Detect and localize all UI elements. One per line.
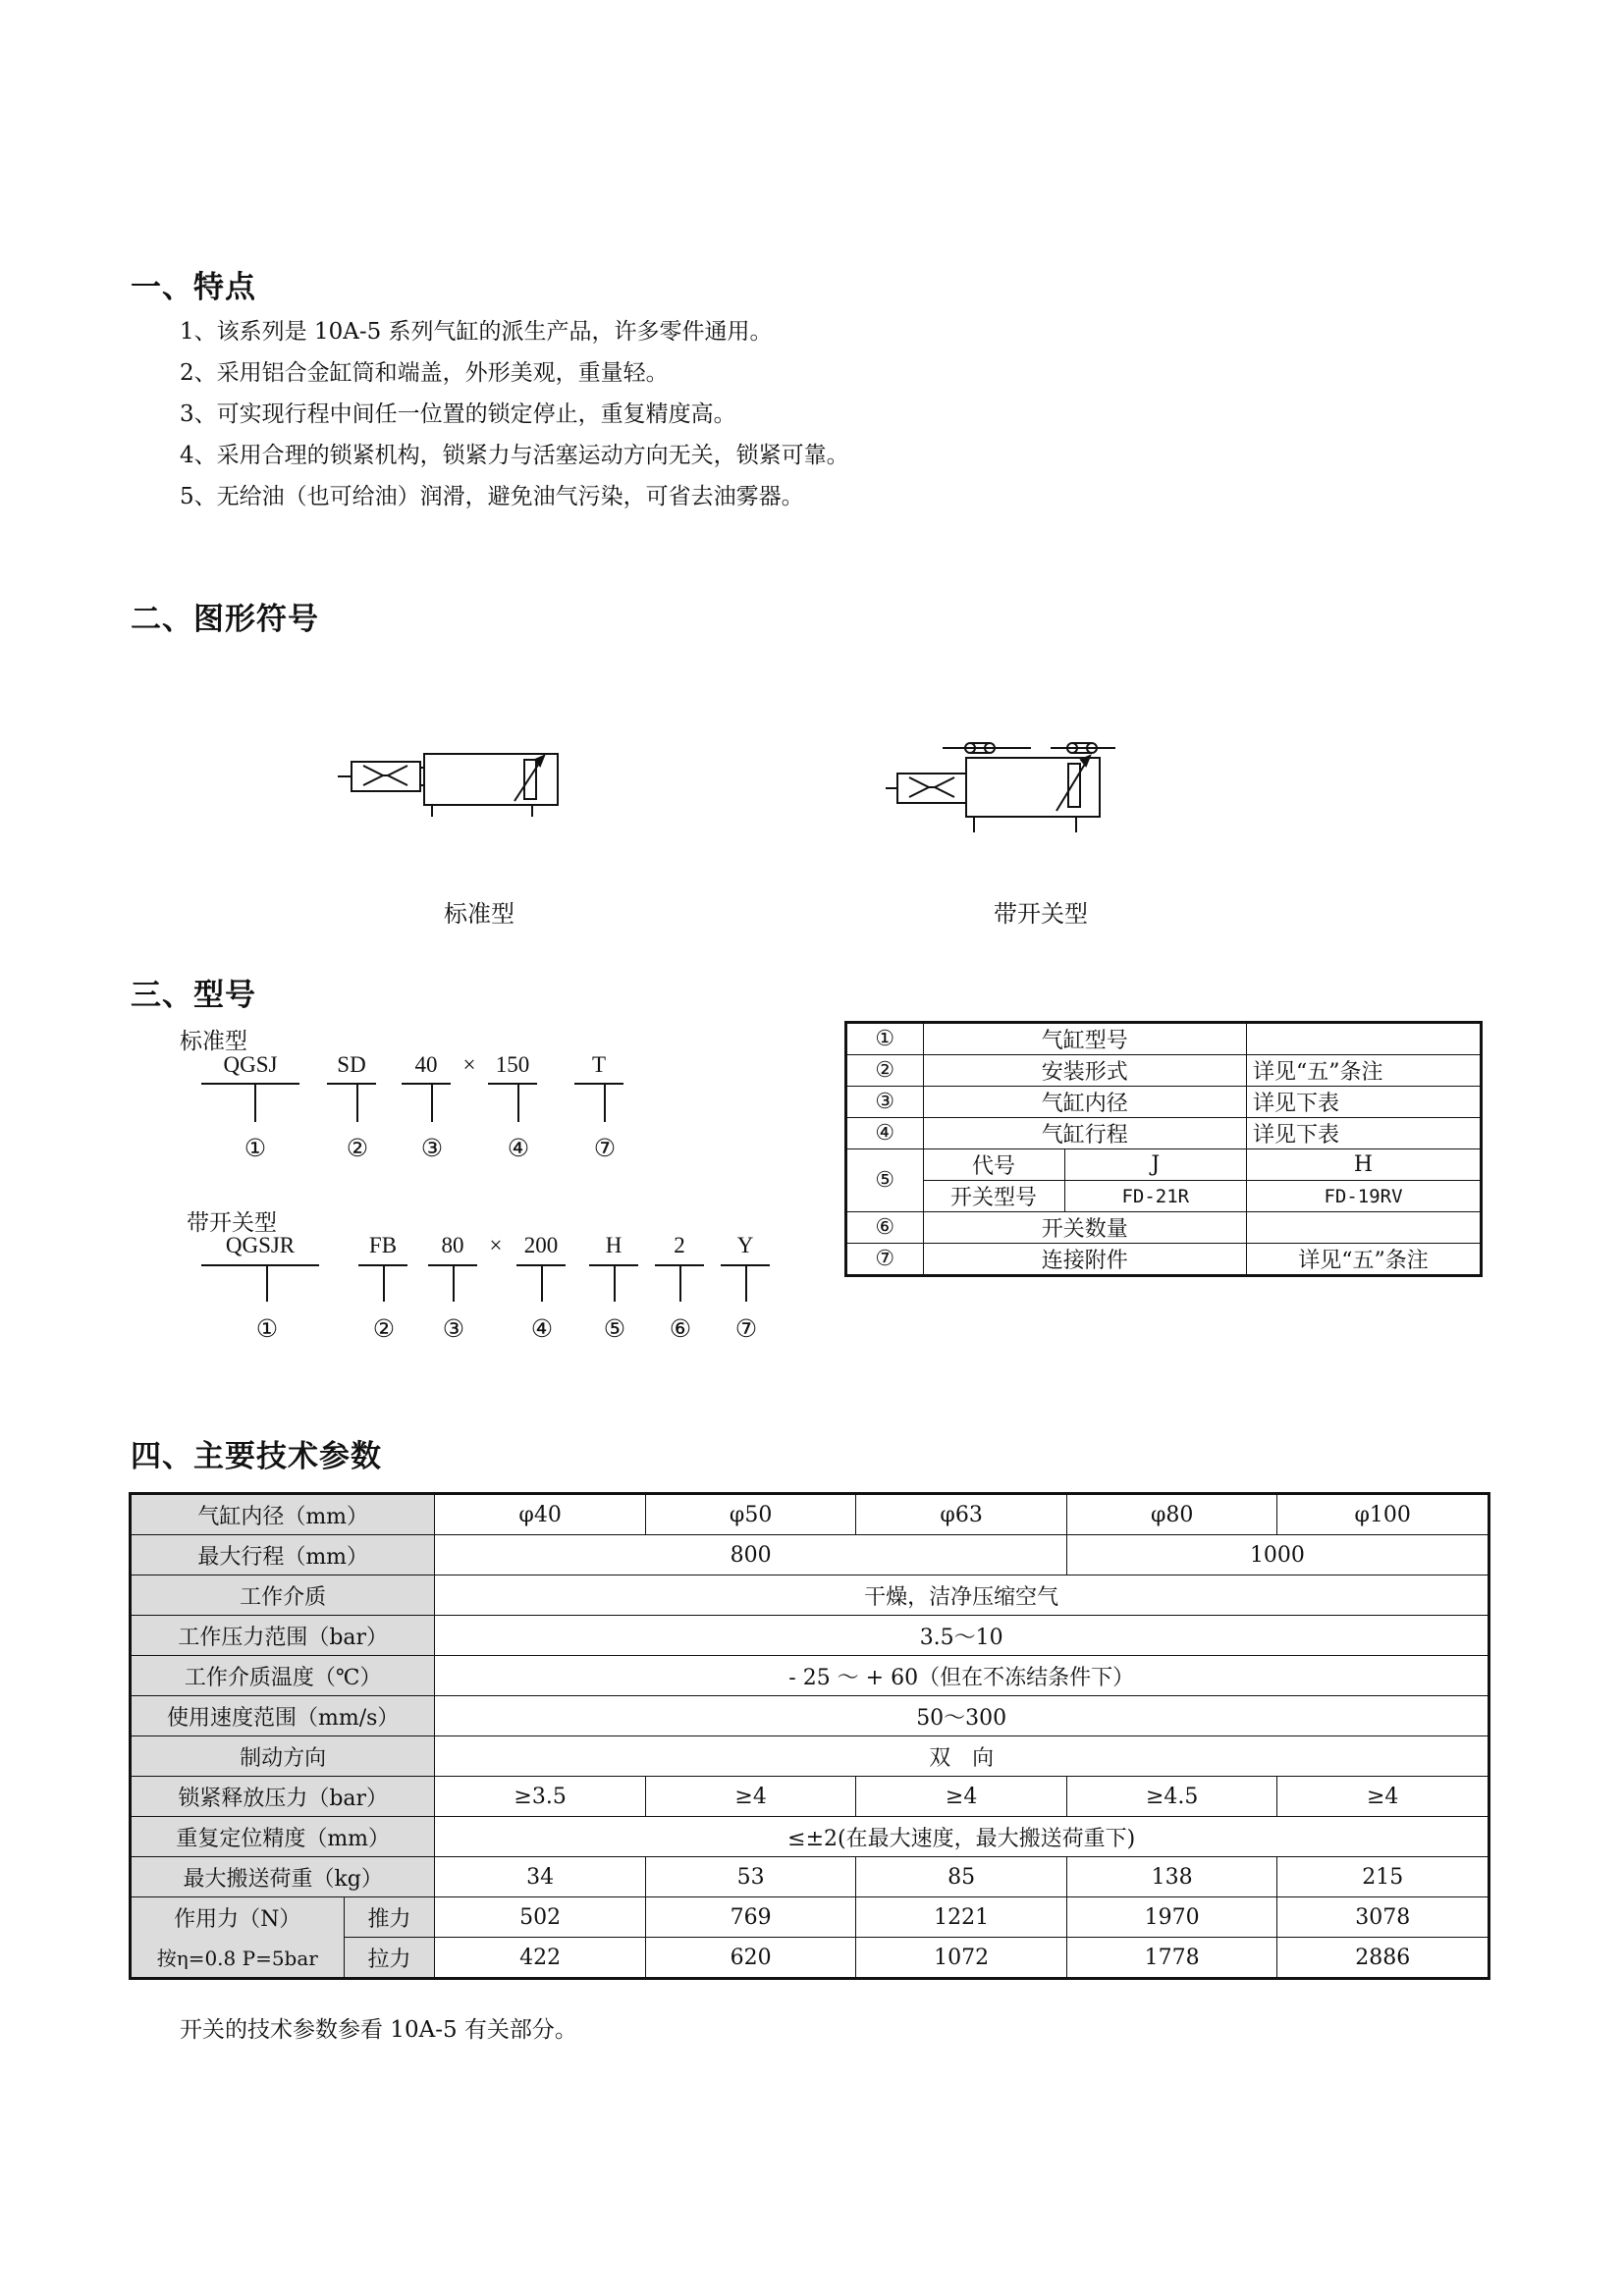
code-leader <box>254 1083 256 1122</box>
param-value: - 25 ～ + 60（但在不冻结条件下） <box>435 1656 1489 1696</box>
legend-switch-code-j: J <box>1064 1149 1246 1181</box>
param-row <box>131 1897 1489 1938</box>
legend-row <box>846 1055 1482 1087</box>
legend-row <box>846 1023 1482 1055</box>
code-switch-qty: 2 <box>674 1233 685 1257</box>
param-label: 工作介质 <box>131 1575 435 1616</box>
code-number: ⑤ <box>603 1314 626 1343</box>
code-number: ② <box>346 1134 369 1162</box>
code-mount: SD <box>337 1052 366 1077</box>
code-leader <box>541 1264 543 1302</box>
code-stroke: 150 <box>495 1052 530 1077</box>
section2-title: 二、图形符号 <box>131 602 319 637</box>
param-value: 34 <box>435 1857 646 1897</box>
param-value: 双 向 <box>435 1736 1489 1777</box>
code-underline <box>488 1083 537 1085</box>
code-times: × <box>462 1052 476 1077</box>
legend-item: 开关型号 <box>923 1181 1064 1212</box>
model-legend-table <box>844 1021 1483 1277</box>
code-mount: FB <box>368 1233 398 1257</box>
param-value: φ80 <box>1066 1494 1277 1535</box>
param-label: 按η=0.8 P=5bar <box>131 1938 345 1979</box>
param-sublabel: 拉力 <box>344 1938 435 1979</box>
standard-symbol-diagram <box>334 726 569 825</box>
legend-num: ⑥ <box>846 1212 924 1244</box>
legend-note: 详见“五”条注 <box>1247 1244 1482 1276</box>
legend-item: 连接附件 <box>923 1244 1246 1276</box>
param-label: 制动方向 <box>131 1736 435 1777</box>
param-value: ≤±2(在最大速度，最大搬送荷重下) <box>435 1817 1489 1857</box>
legend-item: 气缸内径 <box>923 1087 1246 1118</box>
code-leader <box>745 1264 747 1302</box>
legend-num: ⑤ <box>846 1149 924 1212</box>
param-value: 1970 <box>1066 1897 1277 1938</box>
feature-item: 3、可实现行程中间任一位置的锁定停止，重复精度高。 <box>180 401 736 427</box>
code-leader <box>356 1083 358 1122</box>
param-row <box>131 1575 1489 1616</box>
param-row <box>131 1817 1489 1857</box>
code-number: ① <box>255 1314 279 1343</box>
code-number: ⑥ <box>669 1314 692 1343</box>
param-value: 769 <box>645 1897 855 1938</box>
param-value: 53 <box>645 1857 855 1897</box>
legend-switch-model-j: FD-21R <box>1064 1181 1246 1212</box>
legend-switch-model-h: FD-19RV <box>1247 1181 1482 1212</box>
legend-note: 详见下表 <box>1247 1087 1482 1118</box>
code-accessory: Y <box>736 1233 754 1257</box>
code-series: QGSJR <box>225 1233 296 1257</box>
param-value: φ40 <box>435 1494 646 1535</box>
param-value: 85 <box>856 1857 1067 1897</box>
param-row <box>131 1777 1489 1817</box>
param-value: 620 <box>645 1938 855 1979</box>
code-switch-code: H <box>605 1233 623 1257</box>
param-label: 作用力（N） <box>131 1897 345 1938</box>
param-row <box>131 1736 1489 1777</box>
code-leader <box>453 1264 455 1302</box>
param-label: 工作介质温度（℃） <box>131 1656 435 1696</box>
param-value: 3078 <box>1277 1897 1489 1938</box>
param-value: 1778 <box>1066 1938 1277 1979</box>
code-leader <box>383 1264 385 1302</box>
param-row <box>131 1696 1489 1736</box>
param-label: 工作压力范围（bar） <box>131 1616 435 1656</box>
caption-switch: 带开关型 <box>994 900 1088 928</box>
code-number: ⑦ <box>593 1134 617 1162</box>
section1-title: 一、特点 <box>131 270 256 305</box>
legend-note <box>1247 1023 1482 1055</box>
param-value: 干燥，洁净压缩空气 <box>435 1575 1489 1616</box>
param-value: 422 <box>435 1938 646 1979</box>
legend-num: ③ <box>846 1087 924 1118</box>
code-number: ③ <box>442 1314 465 1343</box>
legend-row <box>846 1181 1482 1212</box>
legend-row <box>846 1244 1482 1276</box>
param-value: 215 <box>1277 1857 1489 1897</box>
param-value: ≥4 <box>1277 1777 1489 1817</box>
legend-num: ① <box>846 1023 924 1055</box>
code-number: ④ <box>530 1314 554 1343</box>
code-underline <box>327 1083 376 1085</box>
param-row <box>131 1938 1489 1979</box>
param-label: 重复定位精度（mm） <box>131 1817 435 1857</box>
param-row <box>131 1616 1489 1656</box>
code-underline <box>574 1083 623 1085</box>
param-value: ≥3.5 <box>435 1777 646 1817</box>
legend-row <box>846 1212 1482 1244</box>
param-value: 2886 <box>1277 1938 1489 1979</box>
feature-item: 5、无给油（也可给油）润滑，避免油气污染，可省去油雾器。 <box>180 484 804 509</box>
section3-title: 三、型号 <box>131 978 256 1013</box>
param-label: 最大行程（mm） <box>131 1535 435 1575</box>
caption-standard: 标准型 <box>444 900 514 928</box>
param-value: ≥4 <box>856 1777 1067 1817</box>
legend-item: 安装形式 <box>923 1055 1246 1087</box>
param-sublabel: 推力 <box>344 1897 435 1938</box>
legend-num: ④ <box>846 1118 924 1149</box>
code-underline <box>402 1083 451 1085</box>
legend-row <box>846 1087 1482 1118</box>
code-leader <box>679 1264 681 1302</box>
param-value: 800 <box>435 1535 1067 1575</box>
param-value: φ63 <box>856 1494 1067 1535</box>
param-label: 锁紧释放压力（bar） <box>131 1777 435 1817</box>
code-number: ② <box>372 1314 396 1343</box>
param-value: 1000 <box>1066 1535 1489 1575</box>
code-stroke: 200 <box>523 1233 559 1257</box>
param-value: φ100 <box>1277 1494 1489 1535</box>
param-value: 1072 <box>856 1938 1067 1979</box>
standard-model-label: 标准型 <box>180 1029 247 1054</box>
legend-item: 气缸型号 <box>923 1023 1246 1055</box>
legend-num: ② <box>846 1055 924 1087</box>
legend-note <box>1247 1212 1482 1244</box>
legend-note: 详见下表 <box>1247 1118 1482 1149</box>
code-series: QGSJ <box>223 1052 278 1077</box>
param-row <box>131 1535 1489 1575</box>
param-row <box>131 1857 1489 1897</box>
param-row <box>131 1494 1489 1535</box>
switch-model-label: 带开关型 <box>187 1210 277 1236</box>
legend-item: 代号 <box>923 1149 1064 1181</box>
legend-switch-code-h: H <box>1247 1149 1482 1181</box>
param-value: 50～300 <box>435 1696 1489 1736</box>
param-row <box>131 1656 1489 1696</box>
code-number: ⑦ <box>734 1314 758 1343</box>
code-bore: 40 <box>414 1052 438 1077</box>
legend-item: 开关数量 <box>923 1212 1246 1244</box>
param-value: 1221 <box>856 1897 1067 1938</box>
switch-symbol-diagram <box>884 734 1119 842</box>
code-underline <box>201 1264 319 1266</box>
param-value: ≥4.5 <box>1066 1777 1277 1817</box>
code-number: ④ <box>507 1134 530 1162</box>
param-value: 3.5～10 <box>435 1616 1489 1656</box>
param-value: 502 <box>435 1897 646 1938</box>
tech-params-table <box>129 1492 1490 1980</box>
code-leader <box>266 1264 268 1302</box>
legend-num: ⑦ <box>846 1244 924 1276</box>
feature-item: 1、该系列是 10A-5 系列气缸的派生产品，许多零件通用。 <box>180 319 773 345</box>
section4-title: 四、主要技术参数 <box>131 1439 382 1474</box>
param-value: 138 <box>1066 1857 1277 1897</box>
feature-item: 4、采用合理的锁紧机构，锁紧力与活塞运动方向无关，锁紧可靠。 <box>180 443 849 468</box>
code-leader <box>604 1083 606 1122</box>
code-bore: 80 <box>441 1233 464 1257</box>
code-times: × <box>489 1233 503 1257</box>
code-leader <box>517 1083 519 1122</box>
param-value: φ50 <box>645 1494 855 1535</box>
param-label: 气缸内径（mm） <box>131 1494 435 1535</box>
switch-note: 开关的技术参数参看 10A-5 有关部分。 <box>180 2017 577 2043</box>
code-leader <box>431 1083 433 1122</box>
legend-item: 气缸行程 <box>923 1118 1246 1149</box>
legend-note: 详见“五”条注 <box>1247 1055 1482 1087</box>
legend-row <box>846 1149 1482 1181</box>
legend-row <box>846 1118 1482 1149</box>
param-value: ≥4 <box>645 1777 855 1817</box>
feature-item: 2、采用铝合金缸筒和端盖，外形美观，重量轻。 <box>180 360 669 386</box>
code-number: ① <box>244 1134 267 1162</box>
code-underline <box>201 1083 299 1085</box>
param-label: 使用速度范围（mm/s） <box>131 1696 435 1736</box>
param-label: 最大搬送荷重（kg） <box>131 1857 435 1897</box>
code-leader <box>614 1264 616 1302</box>
code-accessory: T <box>591 1052 607 1077</box>
code-number: ③ <box>420 1134 444 1162</box>
